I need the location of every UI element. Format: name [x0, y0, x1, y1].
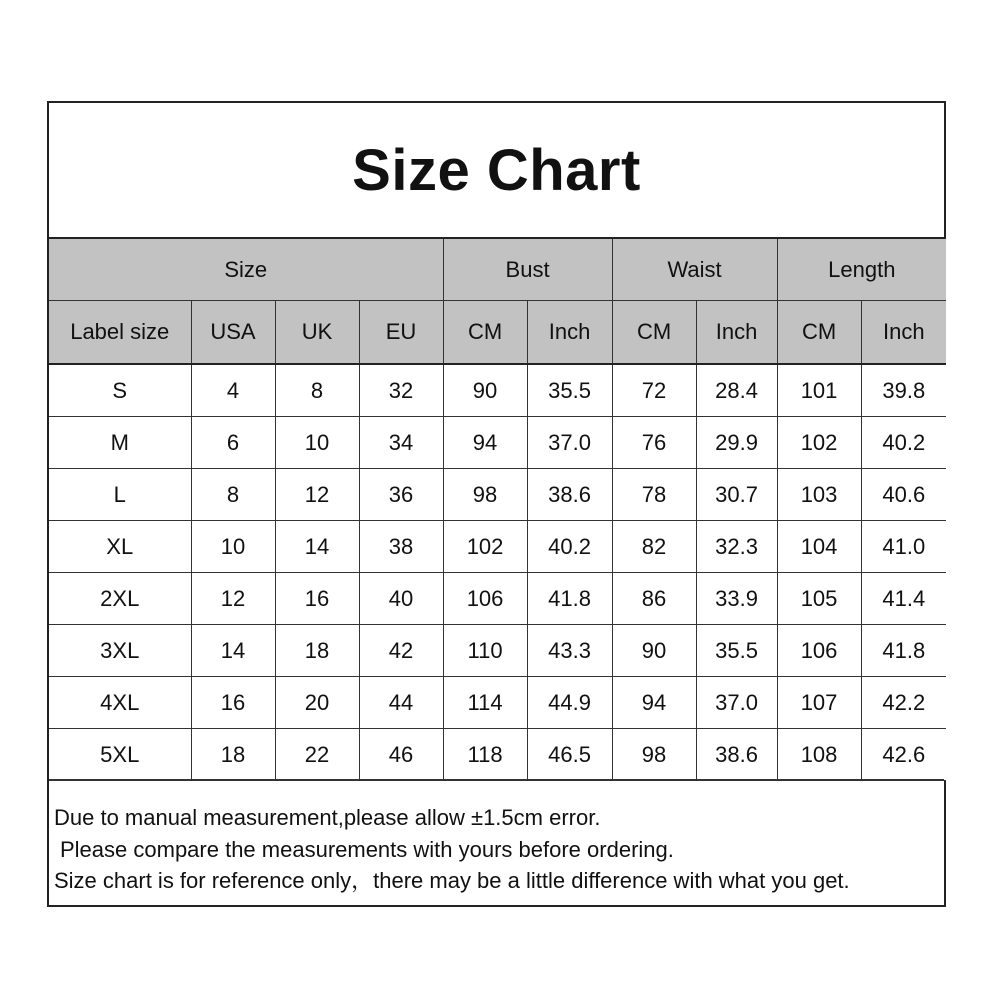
group-waist: Waist [612, 238, 777, 301]
table-cell: 41.0 [861, 521, 946, 573]
table-cell: 78 [612, 469, 696, 521]
note-measurement-error: Due to manual measurement,please allow ±1.5cm error. [54, 805, 601, 830]
table-cell: 5XL [49, 729, 191, 781]
table-cell: 114 [443, 677, 527, 729]
table-cell: 103 [777, 469, 861, 521]
table-cell: 110 [443, 625, 527, 677]
table-cell: 33.9 [696, 573, 777, 625]
table-cell: 14 [275, 521, 359, 573]
note-reference-only: Size chart is for reference only，there may be a little difference with what you get. [54, 868, 850, 893]
table-cell: 106 [443, 573, 527, 625]
table-cell: 41.4 [861, 573, 946, 625]
chart-title: Size Chart [352, 137, 641, 203]
table-cell: 108 [777, 729, 861, 781]
table-row [49, 469, 946, 521]
table-row [49, 573, 946, 625]
table-cell: 35.5 [696, 625, 777, 677]
table-cell: 12 [191, 573, 275, 625]
table-cell: 44.9 [527, 677, 612, 729]
table-cell: 2XL [49, 573, 191, 625]
table-cell: 102 [443, 521, 527, 573]
table-cell: 105 [777, 573, 861, 625]
table-cell: 18 [275, 625, 359, 677]
group-length: Length [777, 238, 946, 301]
table-cell: 40.6 [861, 469, 946, 521]
table-cell: 90 [612, 625, 696, 677]
col-waist-inch: Inch [696, 301, 777, 365]
notes-section [49, 779, 944, 905]
column-header-row [49, 301, 946, 365]
table-cell: 37.0 [527, 417, 612, 469]
table-cell: 76 [612, 417, 696, 469]
table-cell: 16 [275, 573, 359, 625]
table-cell: 94 [443, 417, 527, 469]
table-cell: 98 [443, 469, 527, 521]
col-label-size: Label size [49, 301, 191, 365]
table-cell: 3XL [49, 625, 191, 677]
table-cell: 35.5 [527, 364, 612, 417]
table-cell: 86 [612, 573, 696, 625]
table-cell: 98 [612, 729, 696, 781]
col-eu: EU [359, 301, 443, 365]
table-cell: 20 [275, 677, 359, 729]
group-header-row [49, 238, 946, 301]
table-cell: 82 [612, 521, 696, 573]
table-cell: 106 [777, 625, 861, 677]
table-cell: 8 [191, 469, 275, 521]
table-cell: 18 [191, 729, 275, 781]
table-cell: 39.8 [861, 364, 946, 417]
table-cell: 118 [443, 729, 527, 781]
table-cell: 102 [777, 417, 861, 469]
table-cell: 42.6 [861, 729, 946, 781]
table-cell: 94 [612, 677, 696, 729]
table-cell: L [49, 469, 191, 521]
table-cell: 32 [359, 364, 443, 417]
table-row [49, 417, 946, 469]
table-cell: 38.6 [696, 729, 777, 781]
table-cell: 43.3 [527, 625, 612, 677]
table-row [49, 625, 946, 677]
table-cell: 4XL [49, 677, 191, 729]
table-cell: 104 [777, 521, 861, 573]
col-uk: UK [275, 301, 359, 365]
table-cell: 107 [777, 677, 861, 729]
table-cell: 38 [359, 521, 443, 573]
table-cell: 30.7 [696, 469, 777, 521]
table-cell: 42 [359, 625, 443, 677]
note-compare: Please compare the measurements with yours before ordering. [60, 836, 674, 862]
table-cell: 4 [191, 364, 275, 417]
table-cell: 42.2 [861, 677, 946, 729]
table-cell: M [49, 417, 191, 469]
table-cell: 46 [359, 729, 443, 781]
table-cell: 10 [191, 521, 275, 573]
table-cell: S [49, 364, 191, 417]
table-cell: 12 [275, 469, 359, 521]
table-cell: 29.9 [696, 417, 777, 469]
col-waist-cm: CM [612, 301, 696, 365]
table-cell: 38.6 [527, 469, 612, 521]
table-cell: 40.2 [861, 417, 946, 469]
table-cell: 46.5 [527, 729, 612, 781]
size-chart-card [47, 101, 946, 907]
table-cell: 40.2 [527, 521, 612, 573]
table-row [49, 521, 946, 573]
table-cell: 101 [777, 364, 861, 417]
col-bust-inch: Inch [527, 301, 612, 365]
table-cell: XL [49, 521, 191, 573]
table-cell: 72 [612, 364, 696, 417]
table-cell: 14 [191, 625, 275, 677]
group-bust: Bust [443, 238, 612, 301]
table-cell: 16 [191, 677, 275, 729]
table-cell: 41.8 [861, 625, 946, 677]
size-table [49, 237, 946, 781]
table-cell: 32.3 [696, 521, 777, 573]
table-cell: 6 [191, 417, 275, 469]
table-row [49, 364, 946, 417]
table-cell: 22 [275, 729, 359, 781]
table-cell: 90 [443, 364, 527, 417]
col-length-cm: CM [777, 301, 861, 365]
table-cell: 37.0 [696, 677, 777, 729]
col-length-inch: Inch [861, 301, 946, 365]
table-cell: 28.4 [696, 364, 777, 417]
col-usa: USA [191, 301, 275, 365]
table-cell: 10 [275, 417, 359, 469]
group-size: Size [49, 238, 443, 301]
table-cell: 34 [359, 417, 443, 469]
table-cell: 41.8 [527, 573, 612, 625]
table-row [49, 729, 946, 781]
table-cell: 8 [275, 364, 359, 417]
table-cell: 36 [359, 469, 443, 521]
table-cell: 44 [359, 677, 443, 729]
table-cell: 40 [359, 573, 443, 625]
table-row [49, 677, 946, 729]
col-bust-cm: CM [443, 301, 527, 365]
